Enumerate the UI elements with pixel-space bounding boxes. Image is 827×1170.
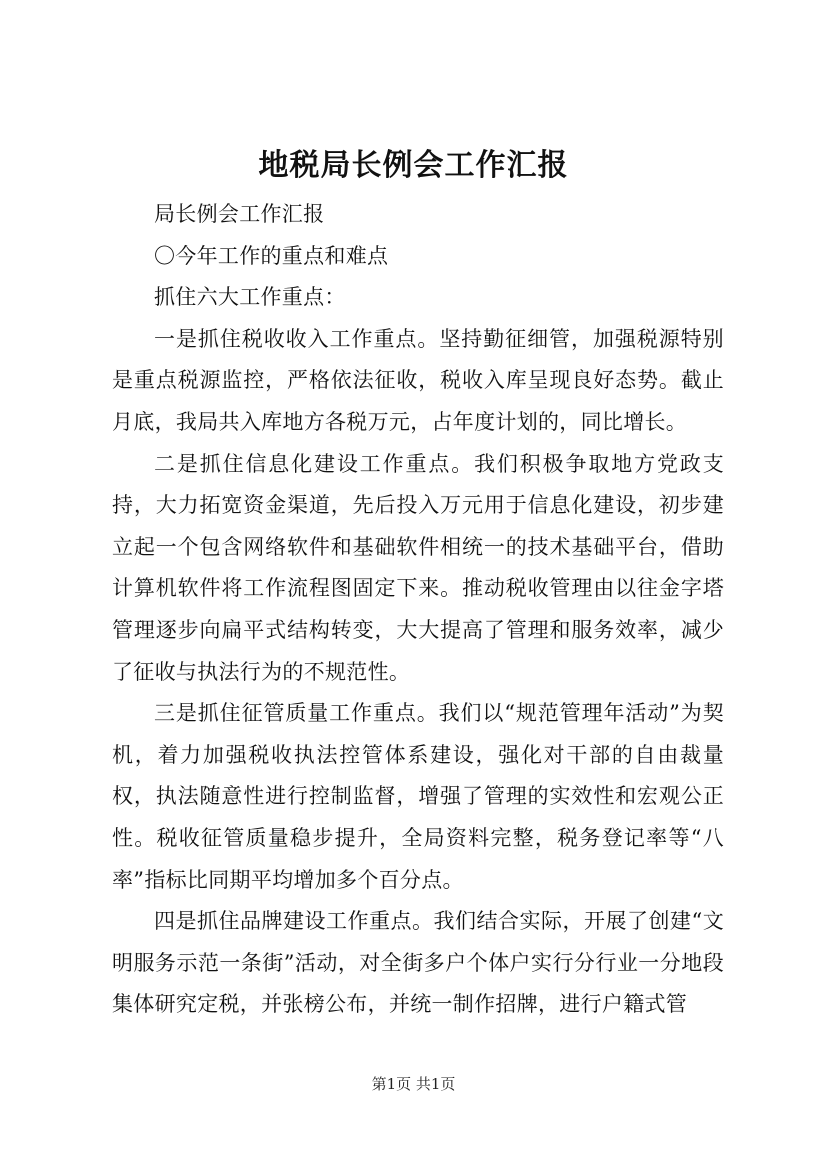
paragraph-5: 二是抓住信息化建设工作重点。我们积极争取地方党政支持，大力拓宽资金渠道，先后投入万元用于信息化建设，初步建立起一个包含网络软件和基础软件相统一的技术基础平台，借助计算机软件将工作流程图固定下来。推动税收管理由以往金字塔管理逐步向扁平式结构转变，大大提高了管理和服务效率，减少了征收与执法行为的不规范性。 bbox=[112, 451, 724, 684]
page-footer: 第1页 共1页 bbox=[371, 1075, 456, 1093]
paragraph-4: 一是抓住税收收入工作重点。坚持勤征细管，加强税源特别是重点税源监控，严格依法征收，税收入库呈现良好态势。截止月底，我局共入库地方各税万元，占年度计划的，同比增长。 bbox=[112, 326, 724, 434]
paragraph-3: 抓住六大工作重点： bbox=[154, 285, 346, 310]
paragraph-6: 三是抓住征管质量工作重点。我们以“规范管理年活动”为契机，着力加强税收执法控管体系建设，强化对干部的自由裁量权，执法随意性进行控制监督，增强了管理的实效性和宏观公正性。税收征管质量稳步提升，全局资料完整，税务登记率等“八率”指标比同期平均增加多个百分点。 bbox=[112, 701, 724, 892]
document-title: 地税局长例会工作汇报 bbox=[258, 148, 569, 183]
paragraph-7: 四是抓住品牌建设工作重点。我们结合实际，开展了创建“文明服务示范一条街”活动，对全街多户个体户实行分行业一分地段集体研究定税，并张榜公布，并统一制作招牌，进行户籍式管 bbox=[112, 909, 724, 1017]
paragraph-2: 〇今年工作的重点和难点 bbox=[154, 243, 389, 268]
paragraph-1: 局长例会工作汇报 bbox=[154, 202, 325, 226]
document-body bbox=[112, 194, 724, 1026]
